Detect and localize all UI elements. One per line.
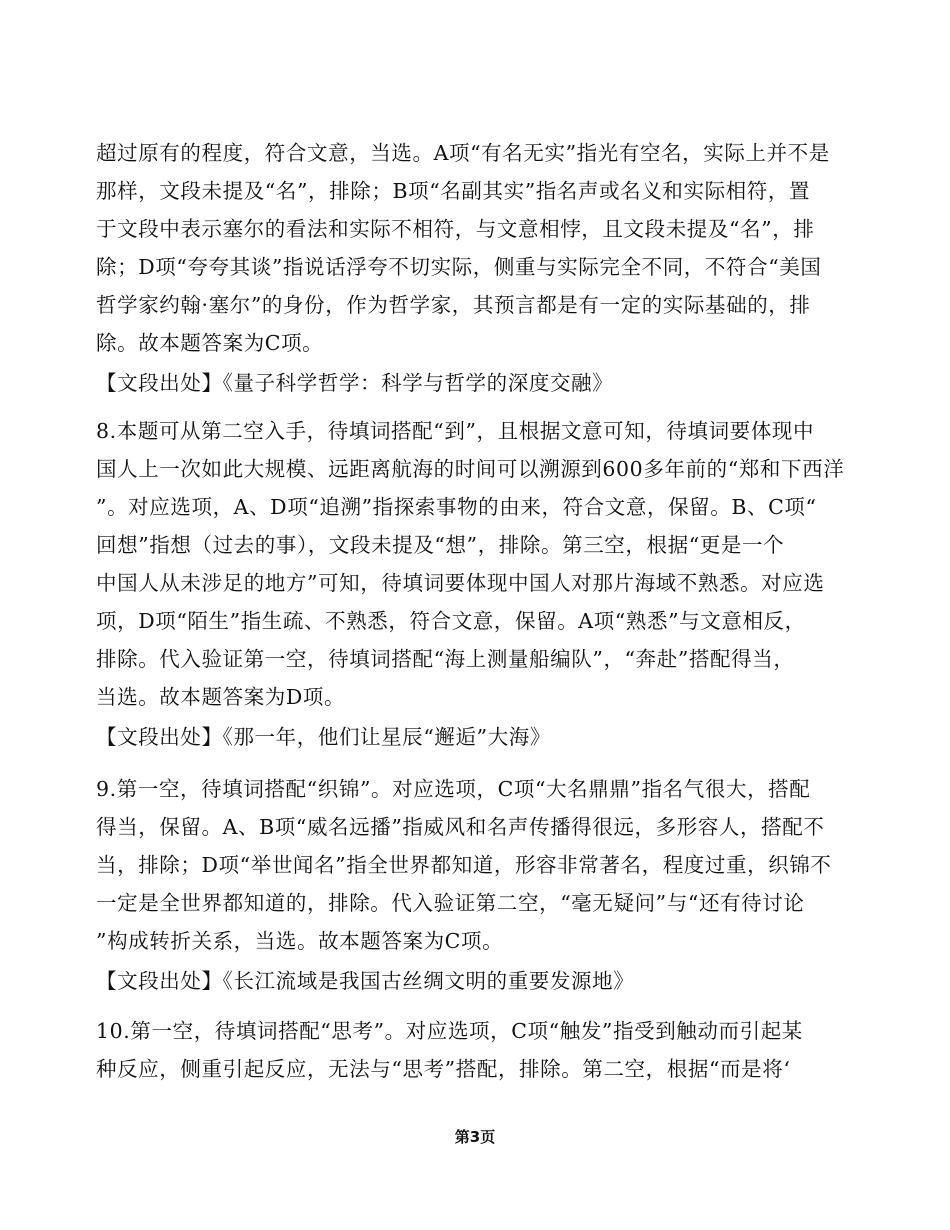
explanation-paragraph-10 [96,1012,876,1088]
text-line: 得当，保留。A、B项“威名远播”指威风和名声传播得很远，多形容人，搭配不 [96,815,825,839]
text-line: ”构成转折关系，当选。故本题答案为C项。 [96,929,504,953]
text-line: 回想”指想（过去的事），文段未提及“想”，排除。第三空，根据“更是一个 [96,533,785,557]
text-line: 一定是全世界都知道的，排除。代入验证第二空，“毫无疑问”与“还有待讨论 [96,891,805,915]
explanation-paragraph-7 [96,134,876,362]
text-line: 排除。代入验证第一空，待填词搭配“海上测量船编队”，“奔赴”搭配得当， [96,647,795,671]
text-line: 当，排除；D项“举世闻名”指全世界都知道，形容非常著名，程度过重，织锦不 [96,853,832,877]
page-number: 第3页 [454,1128,496,1146]
explanation-paragraph-8 [96,412,876,716]
source-note-9 [96,962,876,1000]
text-line: 【文段出处】《量子科学哲学：科学与哲学的深度交融》 [96,371,614,395]
text-line: 国人上一次如此大规模、远距离航海的时间可以溯源到600多年前的“郑和下西洋 [96,457,845,481]
text-line: 除；D项“夸夸其谈”指说话浮夸不切实际，侧重与实际完全不同，不符合“美国 [96,255,822,279]
text-line: 哲学家约翰·塞尔”的身份，作为哲学家，其预言都是有一定的实际基础的，排 [96,293,811,317]
text-line: 除。故本题答案为C项。 [96,331,324,355]
text-line: 种反应，侧重引起反应，无法与“思考”搭配，排除。第二空，根据“而是将‘ [96,1057,791,1081]
text-line: 超过原有的程度，符合文意，当选。A项“有名无实”指光有空名，实际上并不是 [96,141,830,165]
text-line: 项，D项“陌生”指生疏、不熟悉，符合文意，保留。A项“熟悉”与文意相反， [96,609,806,633]
text-line: 【文段出处】《长江流域是我国古丝绸文明的重要发源地》 [96,969,635,993]
text-line: 【文段出处】《那一年，他们让星辰“邂逅”大海》 [96,725,552,749]
text-line: 中国人从未涉足的地方”可知，待填词要体现中国人对那片海域不熟悉。对应选 [96,571,825,595]
explanation-paragraph-9 [96,770,876,960]
text-line: 9.第一空，待填词搭配“织锦”。对应选项，C项“大名鼎鼎”指名气很大，搭配 [96,777,811,801]
source-note-7 [96,364,876,402]
text-line: 10.第一空，待填词搭配“思考”。对应选项，C项“触发”指受到触动而引起某 [96,1019,803,1043]
source-note-8 [96,718,876,756]
text-line: 那样，文段未提及“名”，排除；B项“名副其实”指名声或名义和实际相符，置 [96,179,811,203]
text-line: ”。对应选项，A、D项“追溯”指探索事物的由来，符合文意，保留。B、C项“ [96,495,817,519]
text-line: 当选。故本题答案为D项。 [96,685,346,709]
text-line: 于文段中表示塞尔的看法和实际不相符，与文意相悖，且文段未提及“名”，排 [96,217,815,241]
text-line: 8.本题可从第二空入手，待填词搭配“到”，且根据文意可知，待填词要体现中 [96,419,815,443]
